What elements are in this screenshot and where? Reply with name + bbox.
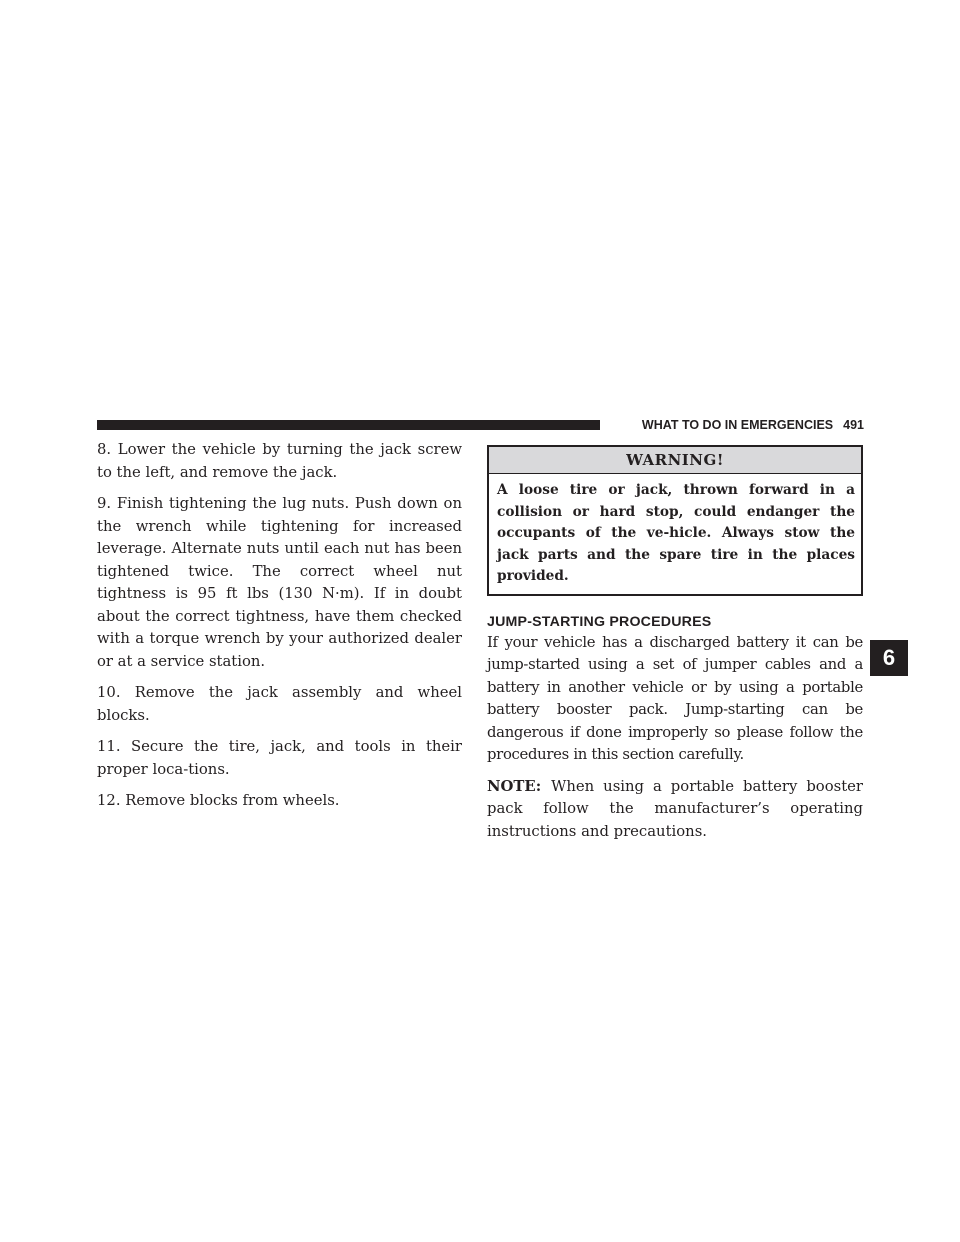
jump-starting-intro: If your vehicle has a discharged battery it can be jump-started using a set of jumper cables and a battery in another vehicle or by using a portable battery booster pack. Jump-starting can be dangerous if done improperly so please follow the procedures in this section carefully. — [487, 633, 863, 763]
left-column — [97, 439, 462, 822]
note-paragraph — [487, 776, 863, 844]
page-number: 491 — [843, 418, 864, 432]
warning-box — [487, 445, 863, 596]
chapter-tab: 6 — [870, 640, 908, 676]
warning-title: WARNING! — [489, 447, 861, 474]
step-12: 12. Remove blocks from wheels. — [97, 792, 340, 809]
section-heading: JUMP-STARTING PROCEDURES — [487, 613, 712, 630]
note-label: NOTE: — [487, 777, 542, 795]
note-text: When using a portable battery booster pack follow the manufacturer’s operating instructions and precautions. — [487, 777, 863, 840]
step-10: 10. Remove the jack assembly and wheel blocks. — [97, 684, 462, 724]
warning-body: A loose tire or jack, thrown forward in a collision or hard stop, could endanger the occupants of the ve-hicle. Always stow the jack parts and the spare tire in the places provided. — [497, 482, 855, 584]
right-column — [487, 445, 863, 852]
header-rule — [97, 420, 600, 430]
section-title: WHAT TO DO IN EMERGENCIES — [641, 418, 834, 432]
step-9: 9. Finish tightening the lug nuts. Push down on the wrench while tightening for increased leverage. Alternate nuts until each nut has been tightened twice. The correct wheel nut tightness is 95 ft lbs (130 N·m). If in doubt about the correct tightness, have them checked with a torque wrench by your authorized dealer or at a service station. — [97, 495, 462, 670]
step-8: 8. Lower the vehicle by turning the jack screw to the left, and remove the jack. — [97, 441, 462, 481]
running-header — [608, 417, 864, 433]
step-11: 11. Secure the tire, jack, and tools in their proper loca-tions. — [97, 738, 462, 778]
